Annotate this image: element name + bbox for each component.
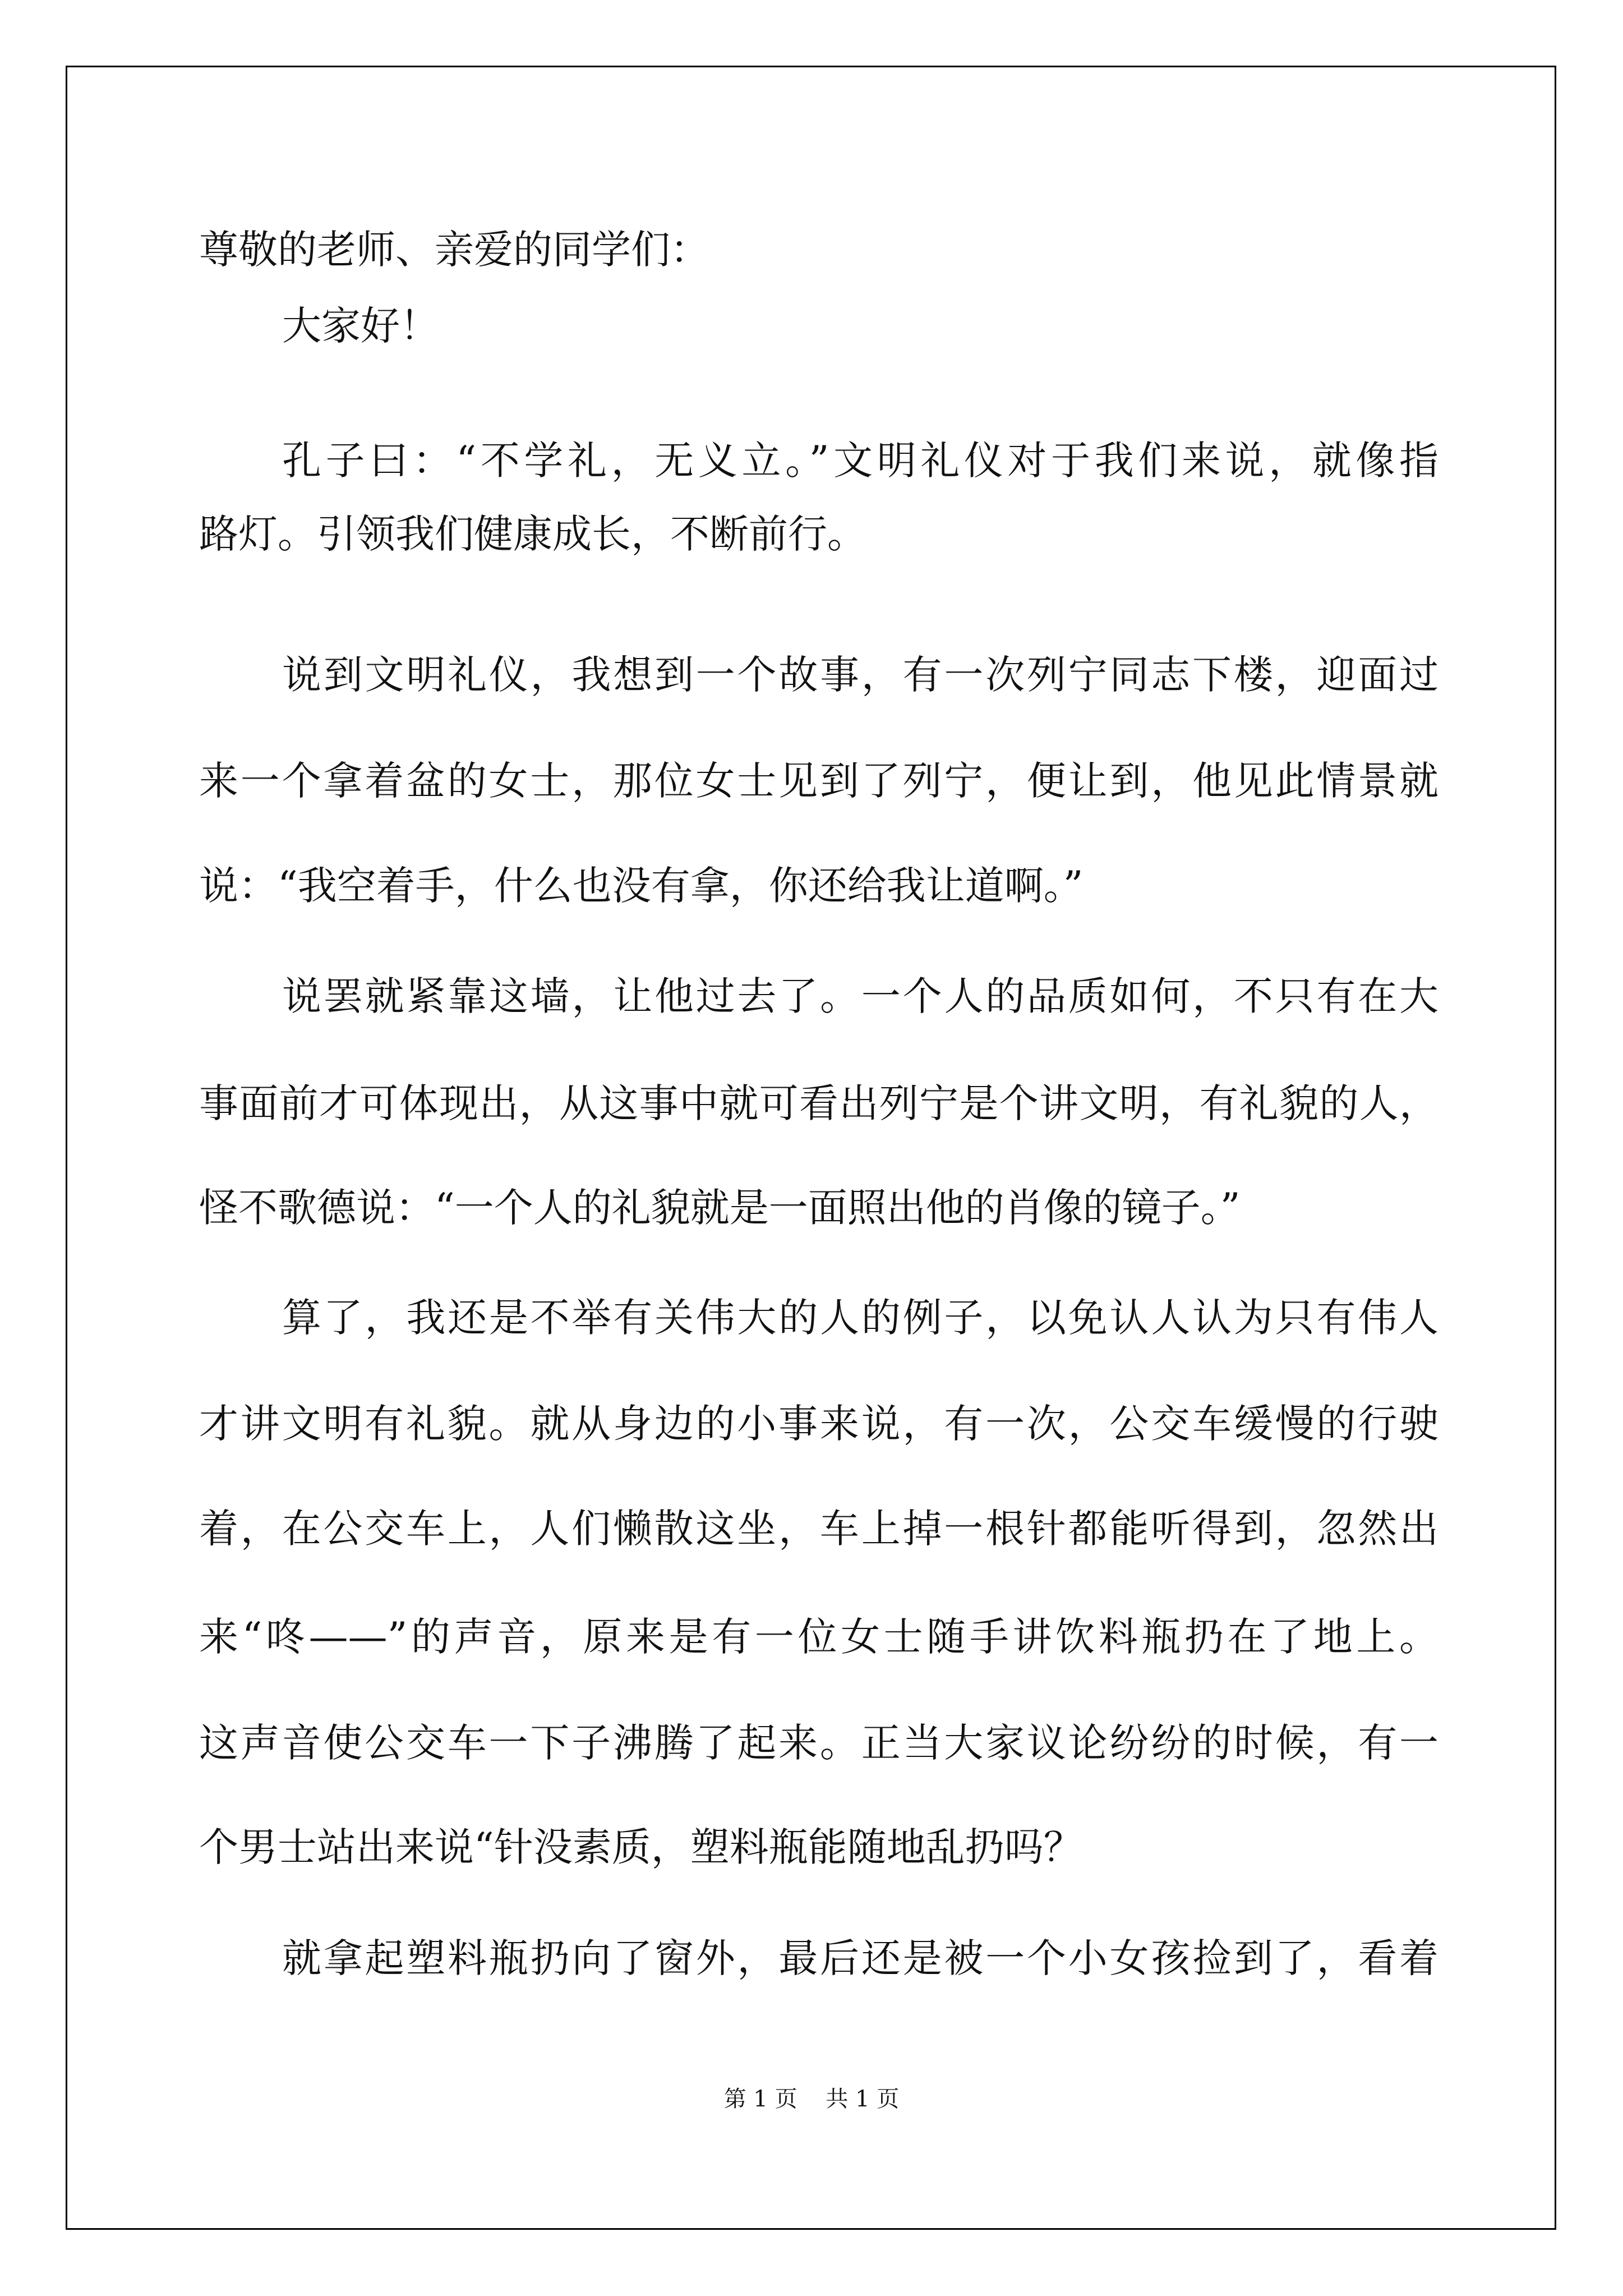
paragraph-line: 怪不歌德说：“一个人的礼貌就是一面照出他的肖像的镜子。” [199, 1185, 1241, 1231]
paragraph-line: 说到文明礼仪，我想到一个故事，有一次列宁同志下楼，迎面过 [282, 652, 1438, 698]
paragraph-line: 事面前才可体现出，从这事中就可看出列宁是个讲文明，有礼貌的人， [199, 1080, 1438, 1126]
page-number-footer: 第 1 页 共 1 页 [723, 2086, 900, 2112]
paragraph-line: 路灯。引领我们健康成长，不断前行。 [199, 511, 866, 557]
paragraph-line: 着，在公交车上，人们懒散这坐，车上掉一根针都能听得到，忽然出 [199, 1506, 1438, 1552]
salutation: 尊敬的老师、亲爱的同学们： [199, 227, 709, 273]
paragraph-line: 说：“我空着手，什么也没有拿，你还给我让道啊。” [199, 863, 1083, 909]
paragraph-line: 个男士站出来说“针没素质，塑料瓶能随地乱扔吗？ [199, 1824, 1083, 1870]
paragraph-line: 就拿起塑料瓶扔向了窗外，最后还是被一个小女孩捡到了，看着 [282, 1935, 1438, 1981]
paragraph-line: 这声音使公交车一下子沸腾了起来。正当大家议论纷纷的时候，有一 [199, 1720, 1438, 1766]
paragraph-line: 算了，我还是不举有关伟大的人的例子，以免认人认为只有伟人 [282, 1295, 1438, 1341]
paragraph-line: 才讲文明有礼貌。就从身边的小事来说，有一次，公交车缓慢的行驶 [199, 1401, 1438, 1447]
paragraph-line: 说罢就紧靠这墙，让他过去了。一个人的品质如何，不只有在大 [282, 973, 1438, 1019]
greeting: 大家好！ [282, 303, 439, 349]
paragraph-line: 孔子曰：“不学礼，无义立。”文明礼仪对于我们来说，就像指 [282, 438, 1438, 484]
page-border [66, 66, 1556, 2230]
paragraph-line: 来“咚——”的声音，原来是有一位女士随手讲饮料瓶扔在了地上。 [199, 1614, 1438, 1660]
paragraph-line: 来一个拿着盆的女士，那位女士见到了列宁，便让到，他见此情景就 [199, 758, 1438, 804]
